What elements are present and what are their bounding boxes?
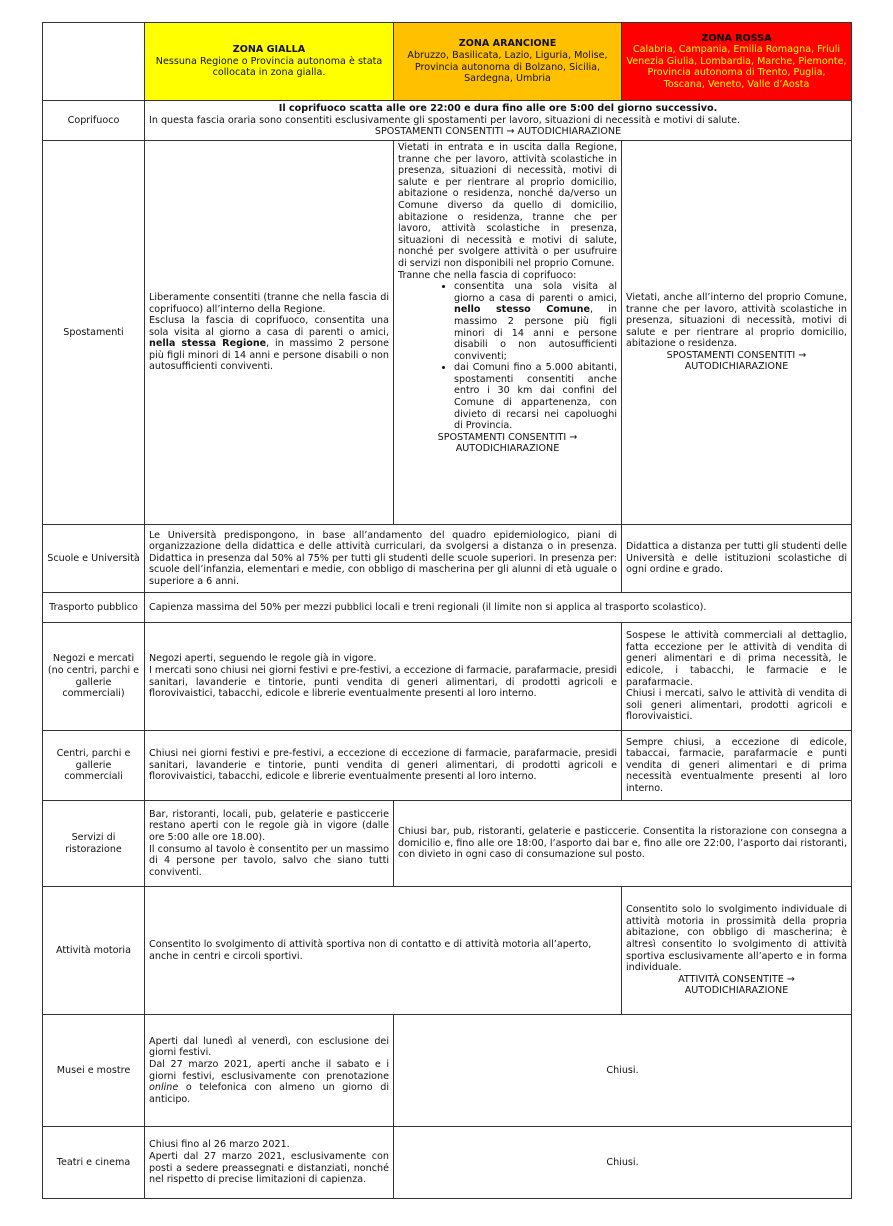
row-ristorazione (43, 801, 852, 887)
motoria-rossa-cell (622, 887, 852, 1015)
scuole-cell: Le Università predispongono, in base all’andamento del quadro epidemiologico, piani di organizzazione della didattica e delle attività curriculari, da svolgersi a distanza o in presenza. Didattica in presenza dal 50% al 75% per tutti gli studenti delle scuole superiori. In presenza per: scuole dell’infanzia, elementari e medie, con obbligo di mascherina per gli alunni di età uguale o superiore a 6 anni. (145, 525, 622, 593)
negozi-rossa-p1: Sospese le attività commerciali al dettaglio, fatta eccezione per le attività di vendita di generi alimentari e di prima necessità, le edicole, i tabacchi, le farmacie e le parafarmacie. (626, 630, 847, 688)
coprifuoco-title: Il coprifuoco scatta alle ore 22:00 e dura fino alle ore 5:00 del giorno successivo. (278, 103, 718, 115)
zona-gialla-header (145, 23, 394, 101)
zona-rossa-title: ZONA ROSSA (701, 32, 772, 44)
musei-gialla-p2 (149, 1059, 389, 1105)
row-label: Coprifuoco (43, 101, 145, 141)
negozi-rossa-p2: Chiusi i mercati, salvo le attività di vendita di soli generi alimentari, prodotti agricoli e florovivaistici. (626, 688, 847, 723)
teatri-gialla-p2: Aperti dal 27 marzo 2021, esclusivamente con posti a sedere preassegnati e distanziati, nonché nel rispetto di precise limitazioni di capienza. (149, 1150, 389, 1186)
row-label: Trasporto pubblico (43, 593, 145, 623)
row-teatri (43, 1127, 852, 1199)
row-label: Attività motoria (43, 887, 145, 1015)
spostamenti-arancione-p2: Tranne che nella fascia di coprifuoco: (398, 269, 577, 281)
spostamenti-gialla-cell (145, 141, 394, 525)
zona-gialla-text: Nessuna Regione o Provincia autonoma è stata collocata in zona gialla. (155, 55, 383, 79)
empty-header-cell (43, 23, 145, 101)
row-label: Musei e mostre (43, 1015, 145, 1127)
row-spostamenti (43, 141, 852, 525)
motoria-rossa-text: Consentito solo lo svolgimento individuale di attività motoria in prossimità della propria abitazione, con obbligo di mascherina; è altresì consentito lo svolgimento di attività sportiva esclusivamente all’aperto e in forma individuale. (626, 904, 847, 974)
text-fragment: Dal 27 marzo 2021, aperti anche il sabato e i giorni festivi, esclusivamente con prenotazione (149, 1058, 389, 1082)
spostamenti-rossa-text: Vietati, anche all’interno del proprio Comune, tranne che per lavoro, attività scolastiche in presenza, situazioni di necessità, motivi di salute e per rientrare al proprio domicilio, abitazione o residenza. (626, 291, 847, 350)
row-label: Servizi di ristorazione (43, 801, 145, 887)
zona-rossa-text: Calabria, Campania, Emilia Romagna, Friuli Venezia Giulia, Lombardia, Marche, Piemonte, Provincia autonoma di Trento, Puglia, Toscana, Veneto, Valle d’Aosta (626, 44, 847, 90)
spostamenti-arancione-cell (394, 141, 622, 525)
ristorazione-gialla-p1: Bar, ristoranti, locali, pub, gelaterie e pasticcerie restano aperti con le regole già in vigore (dalle ore 5:00 alle ore 18.00). (149, 808, 389, 843)
spostamenti-gialla-p1: Liberamente consentiti (tranne che nella fascia di coprifuoco) all’interno della Regione. (149, 291, 389, 315)
row-label: Scuole e Università (43, 525, 145, 593)
text-fragment: o telefonica con almeno un giorno di anticipo. (149, 1082, 389, 1105)
ristorazione-gialla-p2: Il consumo al tavolo è consentito per un massimo di 4 persone per tavolo, salvo che siano tutti conviventi. (149, 843, 389, 878)
zona-arancione-title: ZONA ARANCIONE (458, 38, 557, 50)
zona-rossa-header (622, 23, 852, 101)
ristorazione-gialla-cell (145, 801, 394, 887)
ristorazione-other-cell: Chiusi bar, pub, ristoranti, gelaterie e pasticcerie. Consentita la ristorazione con consegna a domicilio e, fino alle ore 18:00, l’asporto dai bar e, fino alle ore 22:00, l’asporto dai ristoranti, con divieto in ogni caso di consumazione sul posto. (394, 801, 852, 887)
musei-gialla-cell (145, 1015, 394, 1127)
row-motoria (43, 887, 852, 1015)
scuole-rossa-cell: Didattica a distanza per tutti gli studenti delle Università e delle istituzioni scolastiche di ogni ordine e grado. (622, 525, 852, 593)
spostamenti-arancione-list (398, 281, 617, 432)
row-scuole (43, 525, 852, 593)
spostamenti-arancione-note: SPOSTAMENTI CONSENTITI → AUTODICHIARAZIONE (437, 431, 578, 455)
centri-rossa-cell: Sempre chiusi, a eccezione di edicole, tabaccai, farmacie, parafarmacie e punti vendita di generi alimentari e di prima necessità eventualmente presenti al loro interno. (622, 731, 852, 801)
row-label: Spostamenti (43, 141, 145, 525)
text-fragment: Esclusa la fascia di coprifuoco, consentita una sola visita al giorno a casa di parenti o amici, (149, 315, 389, 338)
teatri-gialla-p1: Chiusi fino al 26 marzo 2021. (149, 1139, 290, 1151)
list-item (454, 281, 617, 362)
row-negozi (43, 623, 852, 731)
musei-other-cell: Chiusi. (394, 1015, 852, 1127)
negozi-p2: I mercati sono chiusi nei giorni festivi e pre-festivi, a eccezione di farmacie, parafarmacie, presidi sanitari, lavanderie e tintorie, punti vendita di generi alimentari, di prodotti agricoli e florovivaistici, tabacchi, edicole e librerie eventualmente presenti al loro interno. (149, 664, 617, 700)
negozi-cell (145, 623, 622, 731)
motoria-rossa-note: ATTIVITÀ CONSENTITE → AUTODICHIARAZIONE (678, 973, 795, 997)
musei-gialla-p1: Aperti dal lunedì al venerdì, con esclusione dei giorni festivi. (149, 1035, 389, 1059)
row-label: Centri, parchi e gallerie commerciali (43, 731, 145, 801)
bold-fragment: nello stesso Comune (454, 304, 591, 316)
zone-rules-table (42, 22, 852, 1199)
italic-fragment: online (149, 1082, 179, 1094)
spostamenti-rossa-cell (622, 141, 852, 525)
row-coprifuoco (43, 101, 852, 141)
negozi-rossa-cell (622, 623, 852, 731)
text-fragment: consentita una sola visita al giorno a casa di parenti o amici, (454, 281, 617, 304)
zona-arancione-header (394, 23, 622, 101)
bold-fragment: nella stessa Regione (149, 338, 267, 350)
centri-cell: Chiusi nei giorni festivi e pre-festivi, a eccezione di eccezione di farmacie, parafarmacie, presidi sanitari, lavanderie e tintorie, punti vendita di generi alimentari, di prodotti agricoli e florovivaistici, tabacchi, edicole e librerie eventualmente presenti al loro interno. (145, 731, 622, 801)
motoria-cell: Consentito lo svolgimento di attività sportiva non di contatto e di attività motoria all’aperto, anche in centri e circoli sportivi. (145, 887, 622, 1015)
spostamenti-rossa-note: SPOSTAMENTI CONSENTITI → AUTODICHIARAZIONE (666, 349, 807, 373)
coprifuoco-text: In questa fascia oraria sono consentiti esclusivamente gli spostamenti per lavoro, situazioni di necessità e motivi di salute. (149, 114, 741, 126)
row-label: Negozi e mercati (no centri, parchi e gallerie commerciali) (43, 623, 145, 731)
spostamenti-arancione-p1: Vietati in entrata e in uscita dalla Regione, tranne che per lavoro, attività scolastiche in presenza, situazioni di necessità, motivi di salute e per rientrare al proprio domicilio, abitazione o residenza, nonché da/verso un Comune diverso da quello di domicilio, abitazione o residenza, tranne che per lavoro, attività scolastiche in presenza, situazioni di necessità e motivi di salute, nonché per svolgere attività o per usufruire di servizi non disponibili nel proprio Comune. (398, 142, 617, 269)
header-row (43, 23, 852, 101)
zona-arancione-text: Abruzzo, Basilicata, Lazio, Liguria, Molise, Provincia autonoma di Bolzano, Sicilia, Sardegna, Umbria (407, 49, 608, 85)
teatri-other-cell: Chiusi. (394, 1127, 852, 1199)
teatri-gialla-cell (145, 1127, 394, 1199)
row-musei (43, 1015, 852, 1127)
negozi-p1: Negozi aperti, seguendo le regole già in vigore. (149, 653, 377, 665)
coprifuoco-cell (145, 101, 852, 141)
coprifuoco-note: SPOSTAMENTI CONSENTITI → AUTODICHIARAZIONE (374, 126, 622, 138)
row-centri (43, 731, 852, 801)
text-fragment: , in massimo 2 persone più figli minori di 14 anni e persone disabili o non autosufficienti conviventi. (149, 338, 389, 373)
list-item: • dai Comuni fino a 5.000 abitanti, spostamenti consentiti anche entro i 30 km dai confini del Comune di appartenenza, con divieto di recarsi nei capoluoghi di Provincia. (454, 362, 617, 432)
trasporto-cell: Capienza massima del 50% per mezzi pubblici locali e treni regionali (il limite non si applica al trasporto scolastico). (145, 593, 852, 623)
zona-gialla-title: ZONA GIALLA (232, 44, 306, 56)
text-fragment: , in massimo 2 persone più figli minori di 14 anni e persone disabili o non autosufficienti conviventi; (454, 304, 617, 362)
row-label: Teatri e cinema (43, 1127, 145, 1199)
spostamenti-gialla-p2 (149, 315, 389, 373)
row-trasporto (43, 593, 852, 623)
